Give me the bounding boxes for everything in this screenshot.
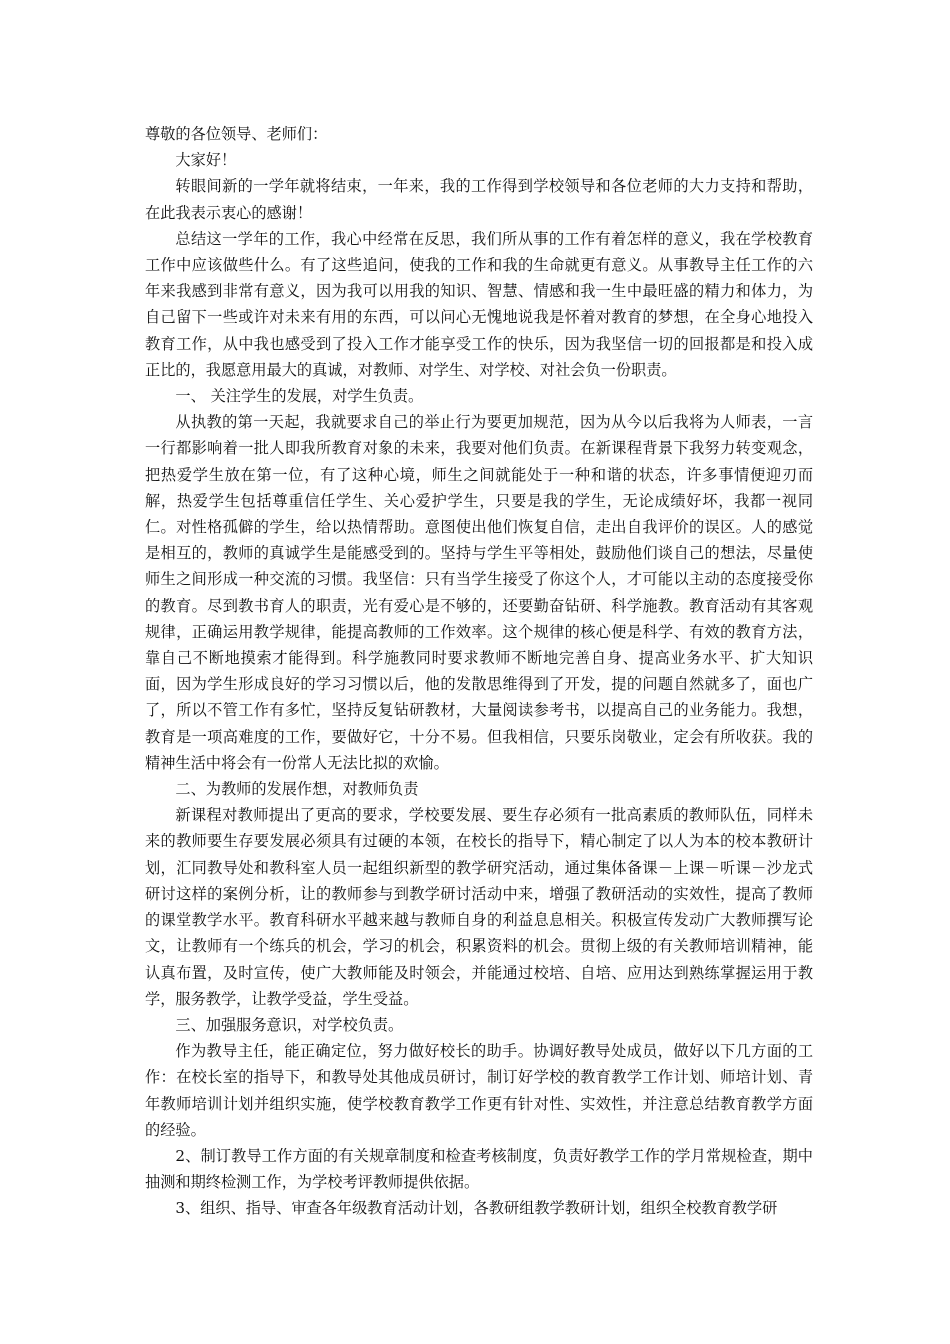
list-item-3: 3、组织、指导、审查各年级教育活动计划，各教研组教学教研计划，组织全校教育教学研: [175, 1199, 778, 1218]
section-heading-students: 一、 关注学生的发展，对学生负责。: [175, 387, 424, 406]
paragraph-thanks: 转眼间新的一学年就将结束，一年来，我的工作得到学校领导和各位老师的大力支持和帮助，在此我表示衷心的感谢！: [145, 177, 813, 222]
greeting: 大家好！: [175, 151, 237, 170]
paragraph-school: 作为教导主任，能正确定位，努力做好校长的助手。协调好教导处成员，做好以下几方面的工作：在校长室的指导下，和教导处其他成员研讨，制订好学校的教育教学工作计划、师培计划、青年教师培训计划并组织实施，使学校教育教学工作更有针对性、实效性，并注意总结教育教学方面的经验。: [145, 1042, 813, 1139]
salutation: 尊敬的各位领导、老师们：: [145, 125, 328, 143]
section-heading-teachers: 二、为教师的发展作想，对教师负责: [175, 780, 419, 799]
paragraph-students: 从执教的第一天起，我就要求自己的举止行为要更加规范，因为从今以后我将为人师表，一言一行都影响着一批人即我所教育对象的未来，我要对他们负责。在新课程背景下我努力转变观念，把热爱学生放在第一位，有了这种心境，师生之间就能处于一种和谐的状态，许多事情便迎刃而解，热爱学生包括尊重信任学生、关心爱护学生，只要是我的学生，无论成绩好坏，我都一视同仁。对性格孤僻的学生，给以热情帮助。意图使出他们恢复自信，走出自我评价的误区。人的感觉是相互的，教师的真诚学生是能感受到的。坚持与学生平等相处，鼓励他们谈自己的想法，尽量使师生之间形成一种交流的习惯。我坚信：只有当学生接受了你这个人，才可能以主动的态度接受你的教育。尽到教书育人的职责，光有爱心是不够的，还要勤奋钻研、科学施教。教育活动有其客观规律，正确运用教学规律，能提高教师的工作效率。这个规律的核心便是科学、有效的教育方法，靠自己不断地摸索才能得到。科学施教同时要求教师不断地完善自身、提高业务水平、扩大知识面，因为学生形成良好的学习习惯以后，他的发散思维得到了开发，提的问题自然就多了，面也广了，所以不管工作有多忙，坚持反复钻研教材，大量阅读参考书，以提高自己的业务能力。我想，教育是一项高难度的工作，要做好它，十分不易。但我相信，只要乐岗敬业，定会有所收获。我的精神生活中将会有一份常人无法比拟的欢愉。: [145, 413, 813, 772]
list-item-2: 2、制订教导工作方面的有关规章制度和检查考核制度，负责好教学工作的学月常规检查，期中抽测和期终检测工作，为学校考评教师提供依据。: [145, 1146, 813, 1192]
paragraph-reflection: 总结这一学年的工作，我心中经常在反思，我们所从事的工作有着怎样的意义，我在学校教育工作中应该做些什么。有了这些追问，使我的工作和我的生命就更有意义。从事教导主任工作的六年来我感到非常有意义，因为我可以用我的知识、智慧、情感和我一生中最旺盛的精力和体力，为自己留下一些或许对未来有用的东西，可以问心无愧地说我是怀着对教育的梦想，在全身心地投入教育工作，从中我也感受到了投入工作才能享受工作的快乐，因为我坚信一切的回报都是和投入成正比的，我愿意用最大的真诚，对教师、对学生、对学校、对社会负一份职责。: [145, 229, 813, 379]
paragraph-teachers: 新课程对教师提出了更高的要求，学校要发展、要生存必须有一批高素质的教师队伍，同样未来的教师要生存要发展必须具有过硬的本领，在校长的指导下，精心制定了以人为本的校本教研计划，汇同教导处和教科室人员一起组织新型的教学研究活动，通过集体备课－上课－听课－沙龙式研讨这样的案例分析，让的教师参与到教学研讨活动中来，增强了教研活动的实效性，提高了教师的课堂教学水平。教育科研水平越来越与教师自身的利益息息相关。积极宣传发动广大教师撰写论文，让教师有一个练兵的机会，学习的机会，积累资料的机会。贯彻上级的有关教师培训精神，能认真布置，及时宣传，使广大教师能及时领会，并能通过校培、自培、应用达到熟练掌握运用于教学，服务教学，让教学受益，学生受益。: [145, 806, 813, 1008]
document-body: [145, 121, 813, 1222]
section-heading-school: 三、加强服务意识，对学校负责。: [175, 1015, 404, 1034]
